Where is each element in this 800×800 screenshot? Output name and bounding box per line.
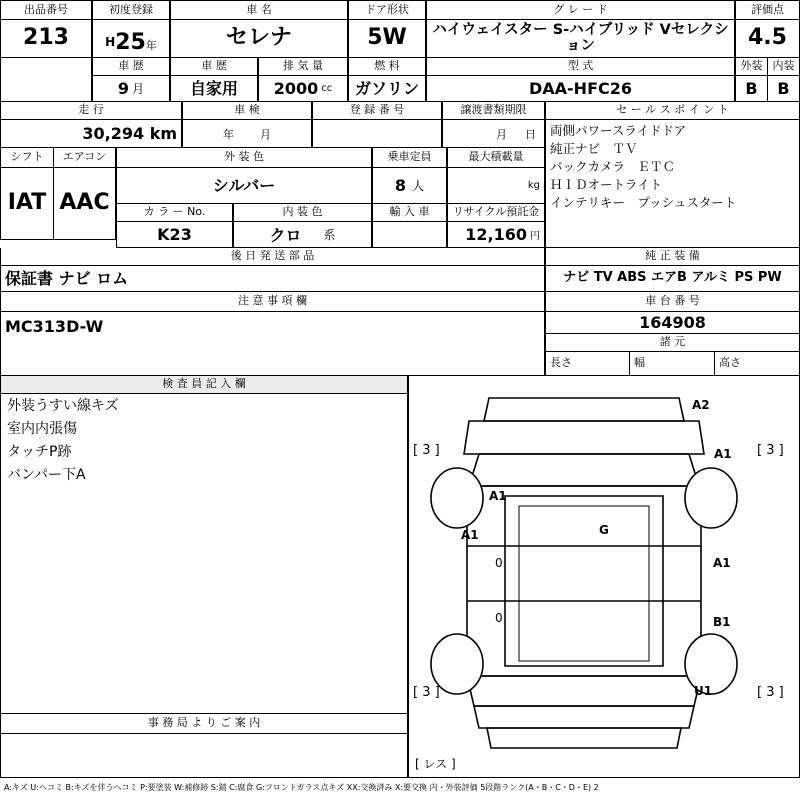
factory-equipment-header: 純 正 装 備 [545,248,800,266]
later-parts-label: 後 日 発 送 部 品 [0,248,545,266]
inspector-line: 外装うすい線キズ [7,398,119,414]
color-no-label: カ ラ ー No. [116,204,233,222]
factory-equipment-value: ナビ TV ABS エアB アルミ PS PW [545,266,800,292]
displacement-number: 2000 [273,79,319,98]
displacement-unit: cc [321,83,333,94]
tire-depth-front-left: [ 3 ] [413,443,440,458]
history-month-unit: 月 [132,82,145,96]
damage-mark-b1: B1 [713,615,731,629]
car-name-value: セレナ [170,20,348,58]
interior-color-suffix: 系 [323,228,336,242]
later-parts-value: 保証書 ナビ ロム [0,266,545,292]
shift-label: シフト [0,148,54,168]
transfer-deadline-value [442,120,545,148]
inspector-line: 室内内張傷 [7,421,77,437]
damage-mark-g: G [599,523,609,537]
type-value: DAA-HFC26 [426,76,735,102]
mileage-value: 30,294 km [0,120,182,148]
damage-mark-a1-fl: A1 [489,489,507,503]
seats-number: 8 [394,176,407,195]
inspector-line: タッチP跡 [7,444,72,460]
recycle-unit: 円 [530,231,540,242]
tire-depth-front-right: [ 3 ] [757,443,784,458]
sales-point-list [545,120,800,248]
displacement-label: 排 気 量 [258,58,348,76]
registration-number-label: 登 録 番 号 [312,102,442,120]
tire-depth-rear-right: [ 3 ] [757,685,784,700]
reg-year-unit: 年 [145,39,157,52]
sales-point-item: インテリキー プッシュスタート [550,195,737,210]
color-no-value: K23 [116,222,233,248]
interior-color-value [233,222,372,248]
damage-mark-zero-1: 0 [495,556,503,570]
sales-point-item: 純正ナビ ＴＶ [550,141,638,156]
damage-mark-a1-right: A1 [713,556,731,570]
office-notice-body [0,734,408,778]
exterior-color-label: 外 装 色 [116,148,372,168]
aircon-label: エアコン [54,148,116,168]
grade-value: ハイウェイスター S-ハイブリッド Vセレクション [426,20,735,58]
inspector-notes [0,394,408,714]
history-value: 自家用 [170,76,258,102]
inspector-header: 検 査 員 記 入 欄 [0,376,408,394]
notes-value: MC313D-W [0,312,545,376]
transfer-month-unit: 月 [496,127,507,141]
inspector-line: バンパー下A [7,467,86,483]
import-value [372,222,447,248]
damage-mark-zero-2: 0 [495,611,503,625]
damage-mark-a2: A2 [692,398,710,412]
transfer-day-unit: 日 [525,127,536,141]
dimension-height-label: 高さ [715,352,800,376]
lot-number-value: 213 [0,20,92,58]
score-label: 評価点 [735,0,800,20]
notes-header: 注 意 事 項 欄 [0,292,545,312]
shift-value: IAT [0,168,54,240]
lot-number-label: 出品番号 [0,0,92,20]
damage-mark-u1: U1 [694,684,713,698]
damage-mark-a1-fr: A1 [714,447,732,461]
exterior-grade-value: B [735,76,768,102]
door-shape-value: 5W [348,20,426,58]
grade-label: グ レ ー ド [426,0,735,20]
inspection-month-unit: 月 [260,127,271,141]
car-diagram-svg [409,376,799,776]
reg-era: H [105,35,116,49]
recycle-number: 12,160 [465,225,527,244]
interior-color-text: クロ [269,226,302,245]
lot-empty-cell [0,58,92,102]
inspection-label: 車 検 [182,102,312,120]
wheel-front-right [685,468,737,528]
history-sub-label: 車 歴 [170,58,258,76]
first-registration-value [92,20,170,58]
recycle-deposit-value [447,222,545,248]
spare-tire-label: [ レス ] [415,757,456,771]
sales-point-item: ＨＩＤオートライト [550,177,663,192]
dimension-length-label: 長さ [545,352,630,376]
recycle-deposit-label: リサイクル預託金 [447,204,545,222]
tire-depth-rear-left: [ 3 ] [413,685,440,700]
history-month-value: 9 [117,79,130,98]
reg-year: 25 [115,30,146,55]
displacement-value [258,76,348,102]
damage-mark-a1-left: A1 [461,528,479,542]
exterior-grade-label: 外装 [735,58,768,76]
inspection-value [182,120,312,148]
score-value: 4.5 [735,20,800,58]
office-notice-header: 事 務 局 よ り ご 案 内 [0,714,408,734]
seats-unit: 人 [412,179,425,193]
type-label: 型 式 [426,58,735,76]
inspection-year-unit: 年 [223,127,234,141]
interior-grade-label: 内装 [768,58,800,76]
seats-label: 乗車定員 [372,148,447,168]
car-name-label: 車 名 [170,0,348,20]
legend-text: A:キズ U:ヘコミ B:キズを伴うヘコミ P:要塗装 W:補修跡 S:錆 C:腐食 G:フロントガラス点キズ XX:交換済み X:要交換 内・外装評価 5段階ランク(A・B・C・D・E) 2 [4,783,599,792]
history-month [92,76,170,102]
sales-point-item: 両側パワースライドドア [550,123,687,138]
max-load-unit: kg [447,168,545,204]
import-label: 輸 入 車 [372,204,447,222]
wheel-front-left [431,468,483,528]
door-shape-label: ドア形状 [348,0,426,20]
chassis-number-value: 164908 [545,312,800,334]
interior-grade-value: B [768,76,800,102]
sales-point-item: バックカメラ ＥＴＣ [550,159,676,174]
dimensions-label: 諸 元 [545,334,800,352]
fuel-value: ガソリン [348,76,426,102]
max-load-label: 最大積載量 [447,148,545,168]
interior-color-label: 内 装 色 [233,204,372,222]
exterior-color-value: シルバー [116,168,372,204]
damage-diagram [408,376,800,778]
seats-value [372,168,447,204]
mileage-label: 走 行 [0,102,182,120]
chassis-number-label: 車 台 番 号 [545,292,800,312]
dimension-width-label: 幅 [630,352,715,376]
first-registration-label: 初度登録 [92,0,170,20]
aircon-value: AAC [54,168,116,240]
transfer-deadline-label: 譲渡書類期限 [442,102,545,120]
registration-number-value [312,120,442,148]
history-label: 車 歴 [92,58,170,76]
sales-point-header: セ ー ル ス ポ イ ン ト [545,102,800,120]
fuel-label: 燃 料 [348,58,426,76]
